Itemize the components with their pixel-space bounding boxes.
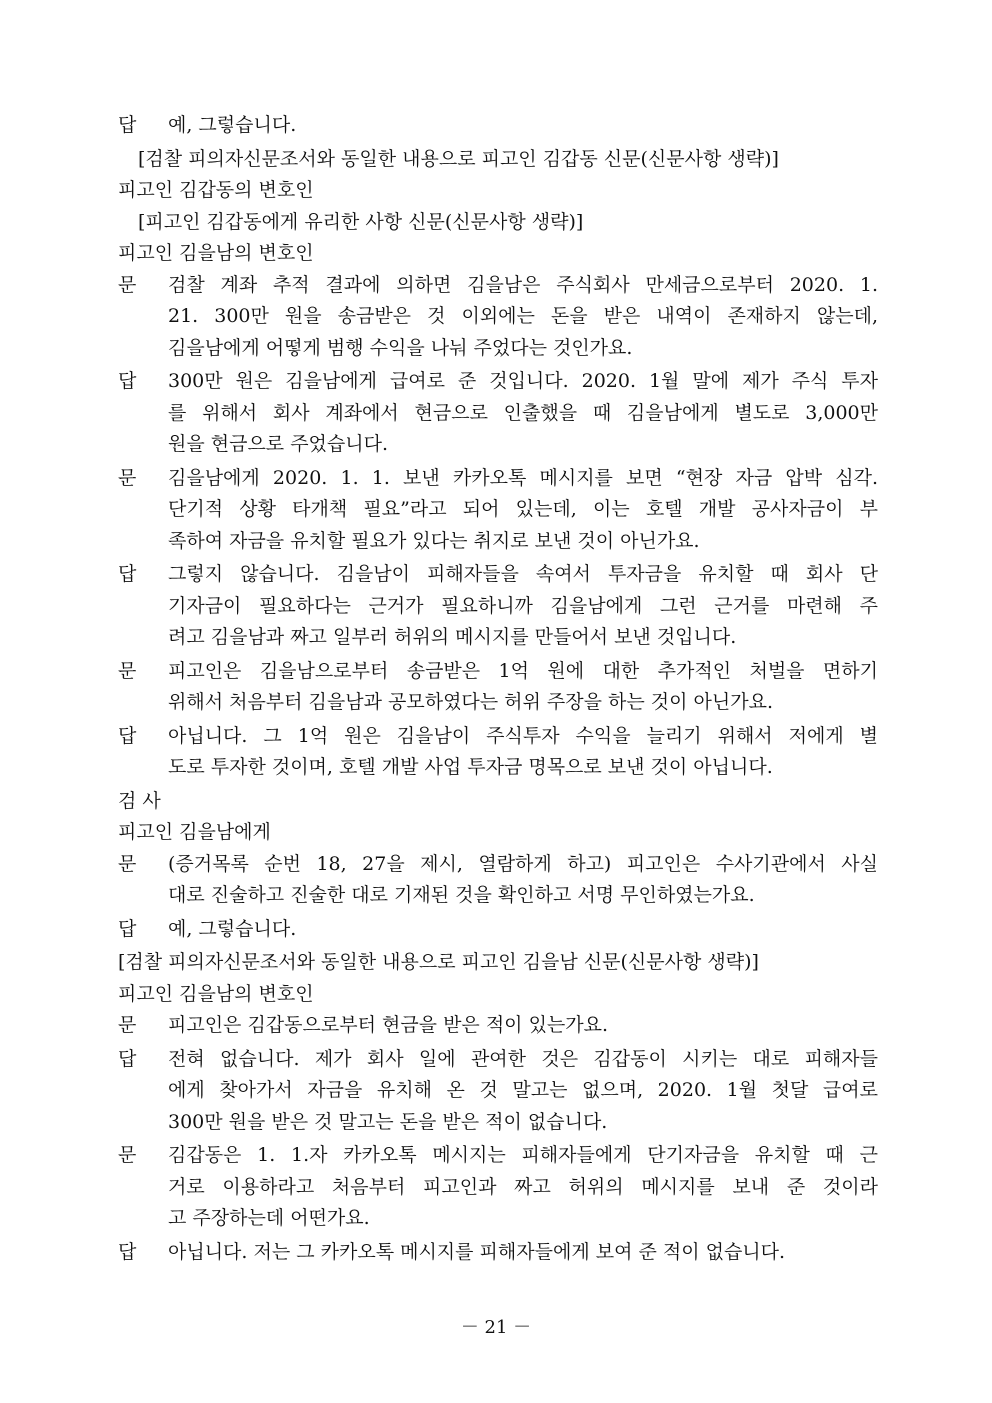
answer-entry [118, 1044, 878, 1139]
entry-line: 전혀 없습니다. 제가 회사 일에 관여한 것은 김갑동이 시키는 대로 피해자들 [168, 1047, 878, 1070]
entry-text [168, 270, 878, 365]
entry-line: 그렇지 않습니다. 김을남이 피해자들을 속여서 투자금을 유치할 때 회사 단 [168, 563, 878, 585]
answer-entry [118, 110, 878, 142]
speaker-label: 답 [118, 114, 137, 136]
page-number: － 21 － [460, 1317, 532, 1338]
speaker-label: 문 [118, 852, 137, 875]
entry-line: (증거목록 순번 18, 27을 제시, 열람하게 하고) 피고인은 수사기관에서 사실 [168, 852, 878, 875]
entry-line: 를 위해서 회사 계좌에서 현금으로 인출했을 때 김을남에게 별도로 3,000만 [168, 401, 878, 424]
entry-text [168, 656, 878, 719]
entry-line: 대로 진술하고 진술한 대로 기재된 것을 확인하고 서명 무인하였는가요. [168, 884, 755, 906]
question-entry [118, 849, 878, 912]
entry-line: 21. 300만 원을 송금받은 것 이외에는 돈을 받은 내역이 존재하지 않는데, [168, 305, 878, 327]
entry-line: 도로 투자한 것이며, 호텔 개발 사업 투자금 명목으로 보낸 것이 아닙니다. [168, 756, 773, 778]
entry-line: 단기적 상황 타개책 필요”라고 되어 있는데, 이는 호텔 개발 공사자금이 부 [168, 498, 878, 520]
entry-text [168, 914, 878, 946]
question-entry [118, 270, 878, 365]
answer-entry [118, 914, 878, 946]
entry-line: 검찰 계좌 추적 결과에 의하면 김을남은 주식회사 만세금으로부터 2020. 1. [168, 273, 878, 296]
entry-line: 려고 김을남과 짜고 일부러 허위의 메시지를 만들어서 보낸 것입니다. [168, 626, 737, 648]
transcript-heading-line: [검찰 피의자신문조서와 동일한 내용으로 피고인 김갑동 신문(신문사항 생략)] [138, 147, 779, 170]
speaker-label: 문 [118, 659, 137, 682]
entry-line: 피고인은 김을남으로부터 송금받은 1억 원에 대한 추가적인 처벌을 면하기 [168, 659, 878, 682]
entry-line: 300만 원은 김을남에게 급여로 준 것입니다. 2020. 1월 말에 제가 주식 투자 [168, 370, 878, 392]
speaker-label: 답 [118, 370, 137, 392]
entry-line: 피고인은 김갑동으로부터 현금을 받은 적이 있는가요. [168, 1014, 609, 1036]
entry-text [168, 1237, 878, 1269]
speaker-label: 답 [118, 563, 137, 585]
entry-text [168, 721, 878, 784]
transcript-heading-line: 피고인 김을남에게 [118, 821, 271, 843]
entry-text [168, 849, 878, 912]
question-entry [118, 1010, 878, 1042]
question-entry [118, 656, 878, 719]
speaker-label: 답 [118, 1047, 137, 1070]
entry-line: 족하여 자금을 유치할 필요가 있다는 취지로 보낸 것이 아닌가요. [168, 529, 700, 552]
transcript-heading-line: 피고인 김갑동의 변호인 [118, 179, 314, 201]
question-entry [118, 463, 878, 558]
speaker-label: 문 [118, 466, 137, 489]
answer-entry [118, 721, 878, 784]
entry-text [168, 110, 878, 142]
entry-text [168, 1140, 878, 1235]
entry-text [168, 463, 878, 558]
entry-line: 예, 그렇습니다. [168, 917, 297, 940]
entry-line: 위해서 처음부터 김을남과 공모하였다는 허위 주장을 하는 것이 아닌가요. [168, 691, 773, 713]
speaker-label: 답 [118, 724, 137, 747]
entry-line: 300만 원을 받은 것 말고는 돈을 받은 적이 없습니다. [168, 1110, 608, 1133]
entry-line: 기자금이 필요하다는 근거가 필요하니까 김을남에게 그런 근거를 마련해 주 [168, 594, 878, 617]
entry-line: 거로 이용하라고 처음부터 피고인과 짜고 허위의 메시지를 보내 준 것이라 [168, 1175, 878, 1198]
entry-line: 아닙니다. 저는 그 카카오톡 메시지를 피해자들에게 보여 준 적이 없습니다. [168, 1240, 786, 1263]
entry-line: 고 주장하는데 어떤가요. [168, 1207, 370, 1229]
entry-text [168, 559, 878, 654]
speaker-label: 문 [118, 273, 137, 296]
entry-line: 김을남에게 2020. 1. 1. 보낸 카카오톡 메시지를 보면 “현장 자금 압박 심각. [168, 466, 878, 489]
entry-line: 김을남에게 어떻게 범행 수익을 나눠 주었다는 것인가요. [168, 336, 633, 359]
transcript-heading-line: 피고인 김을남의 변호인 [118, 242, 314, 264]
transcript-heading-line: [피고인 김갑동에게 유리한 사항 신문(신문사항 생략)] [138, 210, 584, 233]
entry-text [168, 1010, 878, 1042]
question-entry [118, 1140, 878, 1235]
transcript-heading-line: 검 사 [118, 789, 161, 812]
entry-text [168, 1044, 878, 1139]
speaker-label: 문 [118, 1014, 137, 1036]
entry-line: 아닙니다. 그 1억 원은 김을남이 주식투자 수익을 늘리기 위해서 저에게 별 [168, 724, 878, 747]
entry-line: 김갑동은 1. 1.자 카카오톡 메시지는 피해자들에게 단기자금을 유치할 때 근 [168, 1144, 878, 1166]
speaker-label: 답 [118, 1240, 137, 1263]
transcript-heading-line: 피고인 김을남의 변호인 [118, 982, 314, 1005]
entry-line: 예, 그렇습니다. [168, 114, 297, 136]
transcript-body [118, 110, 878, 1270]
transcript-heading-line: [검찰 피의자신문조서와 동일한 내용으로 피고인 김을남 신문(신문사항 생략)] [118, 951, 759, 973]
entry-line: 원을 현금으로 주었습니다. [168, 433, 389, 455]
entry-line: 에게 찾아가서 자금을 유치해 온 것 말고는 없으며, 2020. 1월 첫달 급여로 [168, 1079, 878, 1101]
speaker-label: 답 [118, 917, 137, 940]
entry-text [168, 366, 878, 461]
answer-entry [118, 1237, 878, 1269]
answer-entry [118, 559, 878, 654]
answer-entry [118, 366, 878, 461]
speaker-label: 문 [118, 1144, 137, 1166]
